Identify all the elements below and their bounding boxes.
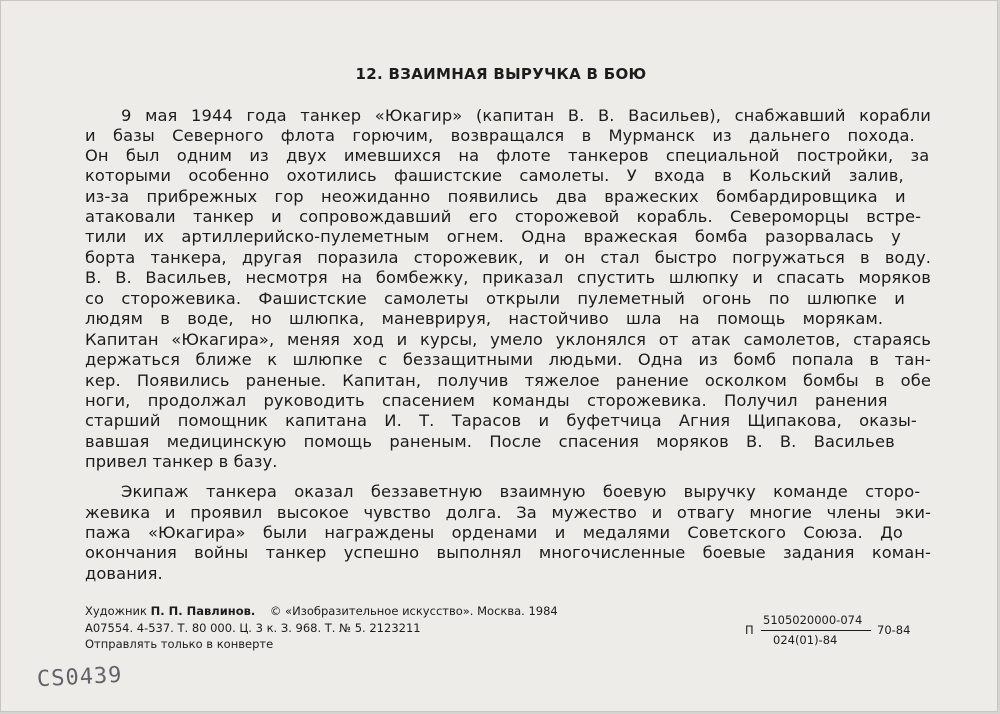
body-line: Он был одним из двух имевшихся на флоте танкеров специальной постройки, за xyxy=(85,146,930,165)
body-line: из-за прибрежных гор неожиданно появились два вражеских бомбардировщика и xyxy=(85,187,906,206)
body-line: вавшая медицинскую помощь раненым. После спасения моряков В. В. Васильев xyxy=(85,432,895,451)
body-line: Капитан «Юкагира», меняя ход и курсы, умело уклонялся от атак самолетов, стараясь xyxy=(85,330,931,349)
body-line: атаковали танкер и сопровождавший его сторожевой корабль. Североморцы встре- xyxy=(85,207,922,226)
body-line: Экипаж танкера оказал беззаветную взаимную боевую выручку команде сторо- xyxy=(121,482,921,501)
fraction-rule xyxy=(761,630,871,631)
body-line: и базы Северного флота горючим, возвращался в Мурманск из дальнего похода. xyxy=(85,126,915,145)
artist-name: П. П. Павлинов. xyxy=(150,604,256,618)
body-line: В. В. Васильев, несмотря на бомбежку, приказал спустить шлюпку и спасать моряков xyxy=(85,268,931,287)
body-line: окончания войны танкер успешно выполнял многочисленные боевые задания коман- xyxy=(85,543,931,562)
artist-label: Художник xyxy=(85,604,147,618)
body-line: борта танкера, другая поразила сторожевик, и он стал быстро погружаться в воду. xyxy=(85,248,931,267)
body-line: держаться ближе к шлюпке с беззащитными людьми. Одна из бомб попала в тан- xyxy=(85,350,931,369)
print-info: А07554. 4-537. Т. 80 000. Ц. 3 к. З. 968. Т. № 5. 2123211 xyxy=(85,621,421,635)
body-line: ноги, продолжал руководить спасением команды сторожевика. Получил ранения xyxy=(85,391,888,410)
catalog-prefix: П xyxy=(745,623,754,637)
page-title: 12. ВЗАИМНАЯ ВЫРУЧКА В БОЮ xyxy=(355,65,647,83)
catalog-numerator: 5105020000-074 xyxy=(763,613,863,627)
body-line: которыми особенно охотились фашистские самолеты. У входа в Кольский залив, xyxy=(85,166,904,185)
archive-stamp: CS0439 xyxy=(36,662,124,693)
catalog-suffix: 70-84 xyxy=(877,623,911,637)
body-line: 9 мая 1944 года танкер «Юкагир» (капитан В. В. Васильев), снабжавший корабли xyxy=(121,106,931,125)
publisher-info: © «Изобразительное искусство». Москва. 1984 xyxy=(269,604,558,618)
catalog-denominator: 024(01)-84 xyxy=(773,633,838,647)
body-line: привел танкер в базу. xyxy=(85,452,278,471)
body-line: тили их артиллерийско-пулеметным огнем. Одна вражеская бомба разорвалась у xyxy=(85,227,901,246)
body-line: со сторожевика. Фашистские самолеты открыли пулеметный огонь по шлюпке и xyxy=(85,289,905,308)
body-line: старший помощник капитана И. Т. Тарасов и буфетчица Агния Щипакова, оказы- xyxy=(85,411,917,430)
body-line: пажа «Юкагира» были награждены орденами и медалями Советского Союза. До xyxy=(85,523,903,542)
mailing-note: Отправлять только в конверте xyxy=(85,637,274,651)
body-line: кер. Появились раненые. Капитан, получив тяжелое ранение осколком бомбы в обе xyxy=(85,371,931,390)
body-line: дования. xyxy=(85,564,163,583)
body-line: людям в воде, но шлюпка, маневрируя, настойчиво шла на помощь морякам. xyxy=(85,309,884,328)
artist-credit xyxy=(85,604,558,618)
body-line: жевика и проявил высокое чувство долга. За мужество и отвагу многие члены эки- xyxy=(85,503,931,522)
